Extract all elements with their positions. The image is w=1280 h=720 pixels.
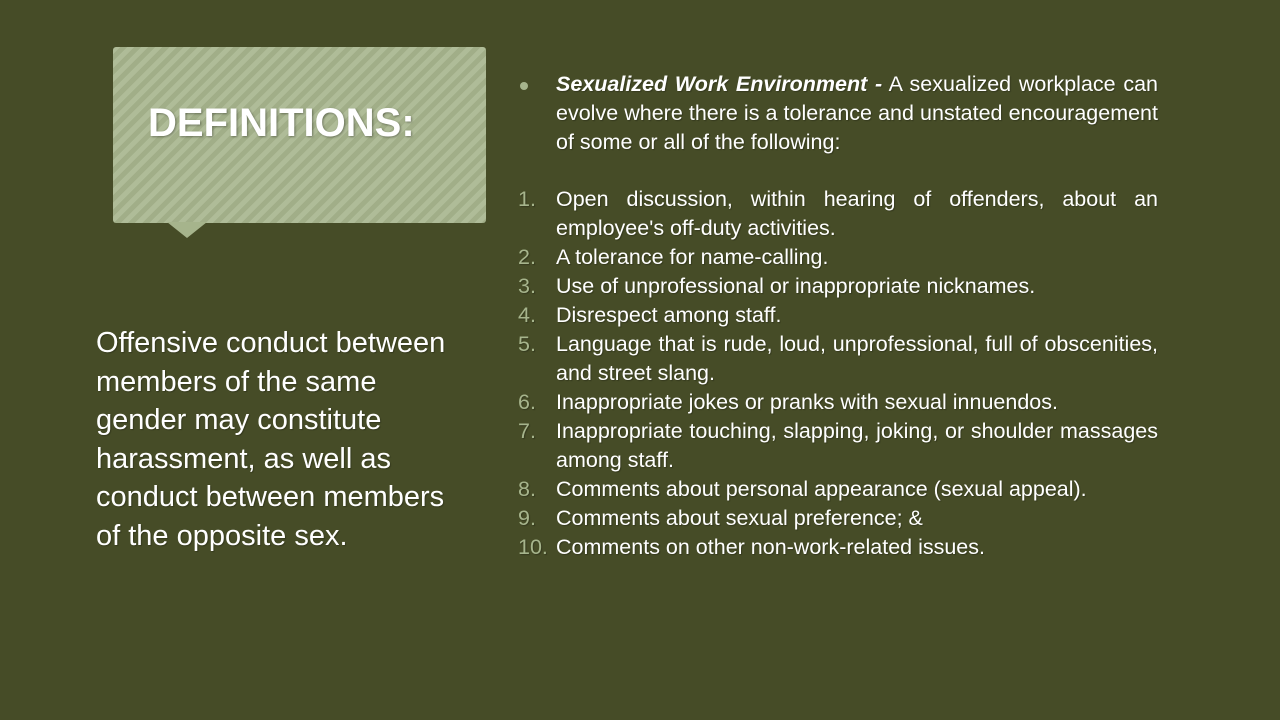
item-number: 5.	[518, 332, 536, 356]
item-text: Comments about sexual preference; &	[556, 506, 923, 530]
bullet-dot-icon	[520, 82, 528, 90]
definition-paragraph	[518, 70, 1158, 157]
spacer	[518, 157, 1158, 185]
item-number: 3.	[518, 274, 536, 298]
title-callout	[113, 47, 486, 223]
list-item	[518, 185, 1158, 243]
definition-term: Sexualized Work Environment -	[556, 72, 883, 96]
list-item	[518, 475, 1158, 504]
item-text: Disrespect among staff.	[556, 303, 782, 327]
item-number: 2.	[518, 245, 536, 269]
item-text: Comments about personal appearance (sexual appeal).	[556, 477, 1087, 501]
list-item	[518, 504, 1158, 533]
item-text: Inappropriate touching, slapping, joking, or shoulder massages among staff.	[556, 419, 1158, 472]
item-text: A tolerance for name-calling.	[556, 245, 829, 269]
item-number: 9.	[518, 506, 536, 530]
list-item	[518, 272, 1158, 301]
item-number: 1.	[518, 187, 536, 211]
item-number: 8.	[518, 477, 536, 501]
definition-text: A sexualized workplace can evolve where there is a tolerance and unstated encouragement of some or all of the following:	[556, 72, 1158, 154]
behavior-list	[518, 185, 1158, 562]
definition-content	[518, 70, 1158, 562]
list-item	[518, 533, 1158, 562]
left-statement: Offensive conduct between members of the same gender may constitute harassment, as well as conduct between members of the opposite sex.	[96, 327, 446, 552]
list-item	[518, 330, 1158, 388]
slide-title: DEFINITIONS:	[148, 101, 415, 145]
list-item	[518, 301, 1158, 330]
item-number: 6.	[518, 390, 536, 414]
callout-pointer	[167, 222, 207, 238]
item-text: Inappropriate jokes or pranks with sexual innuendos.	[556, 390, 1058, 414]
item-number: 7.	[518, 419, 536, 443]
item-text: Language that is rude, loud, unprofessional, full of obscenities, and street slang.	[556, 332, 1158, 385]
list-item	[518, 388, 1158, 417]
list-item	[518, 417, 1158, 475]
item-text: Open discussion, within hearing of offenders, about an employee's off-duty activities.	[556, 187, 1158, 240]
item-number: 4.	[518, 303, 536, 327]
item-number: 10.	[518, 535, 548, 559]
item-text: Comments on other non-work-related issues.	[556, 535, 985, 559]
list-item	[518, 243, 1158, 272]
item-text: Use of unprofessional or inappropriate nicknames.	[556, 274, 1036, 298]
